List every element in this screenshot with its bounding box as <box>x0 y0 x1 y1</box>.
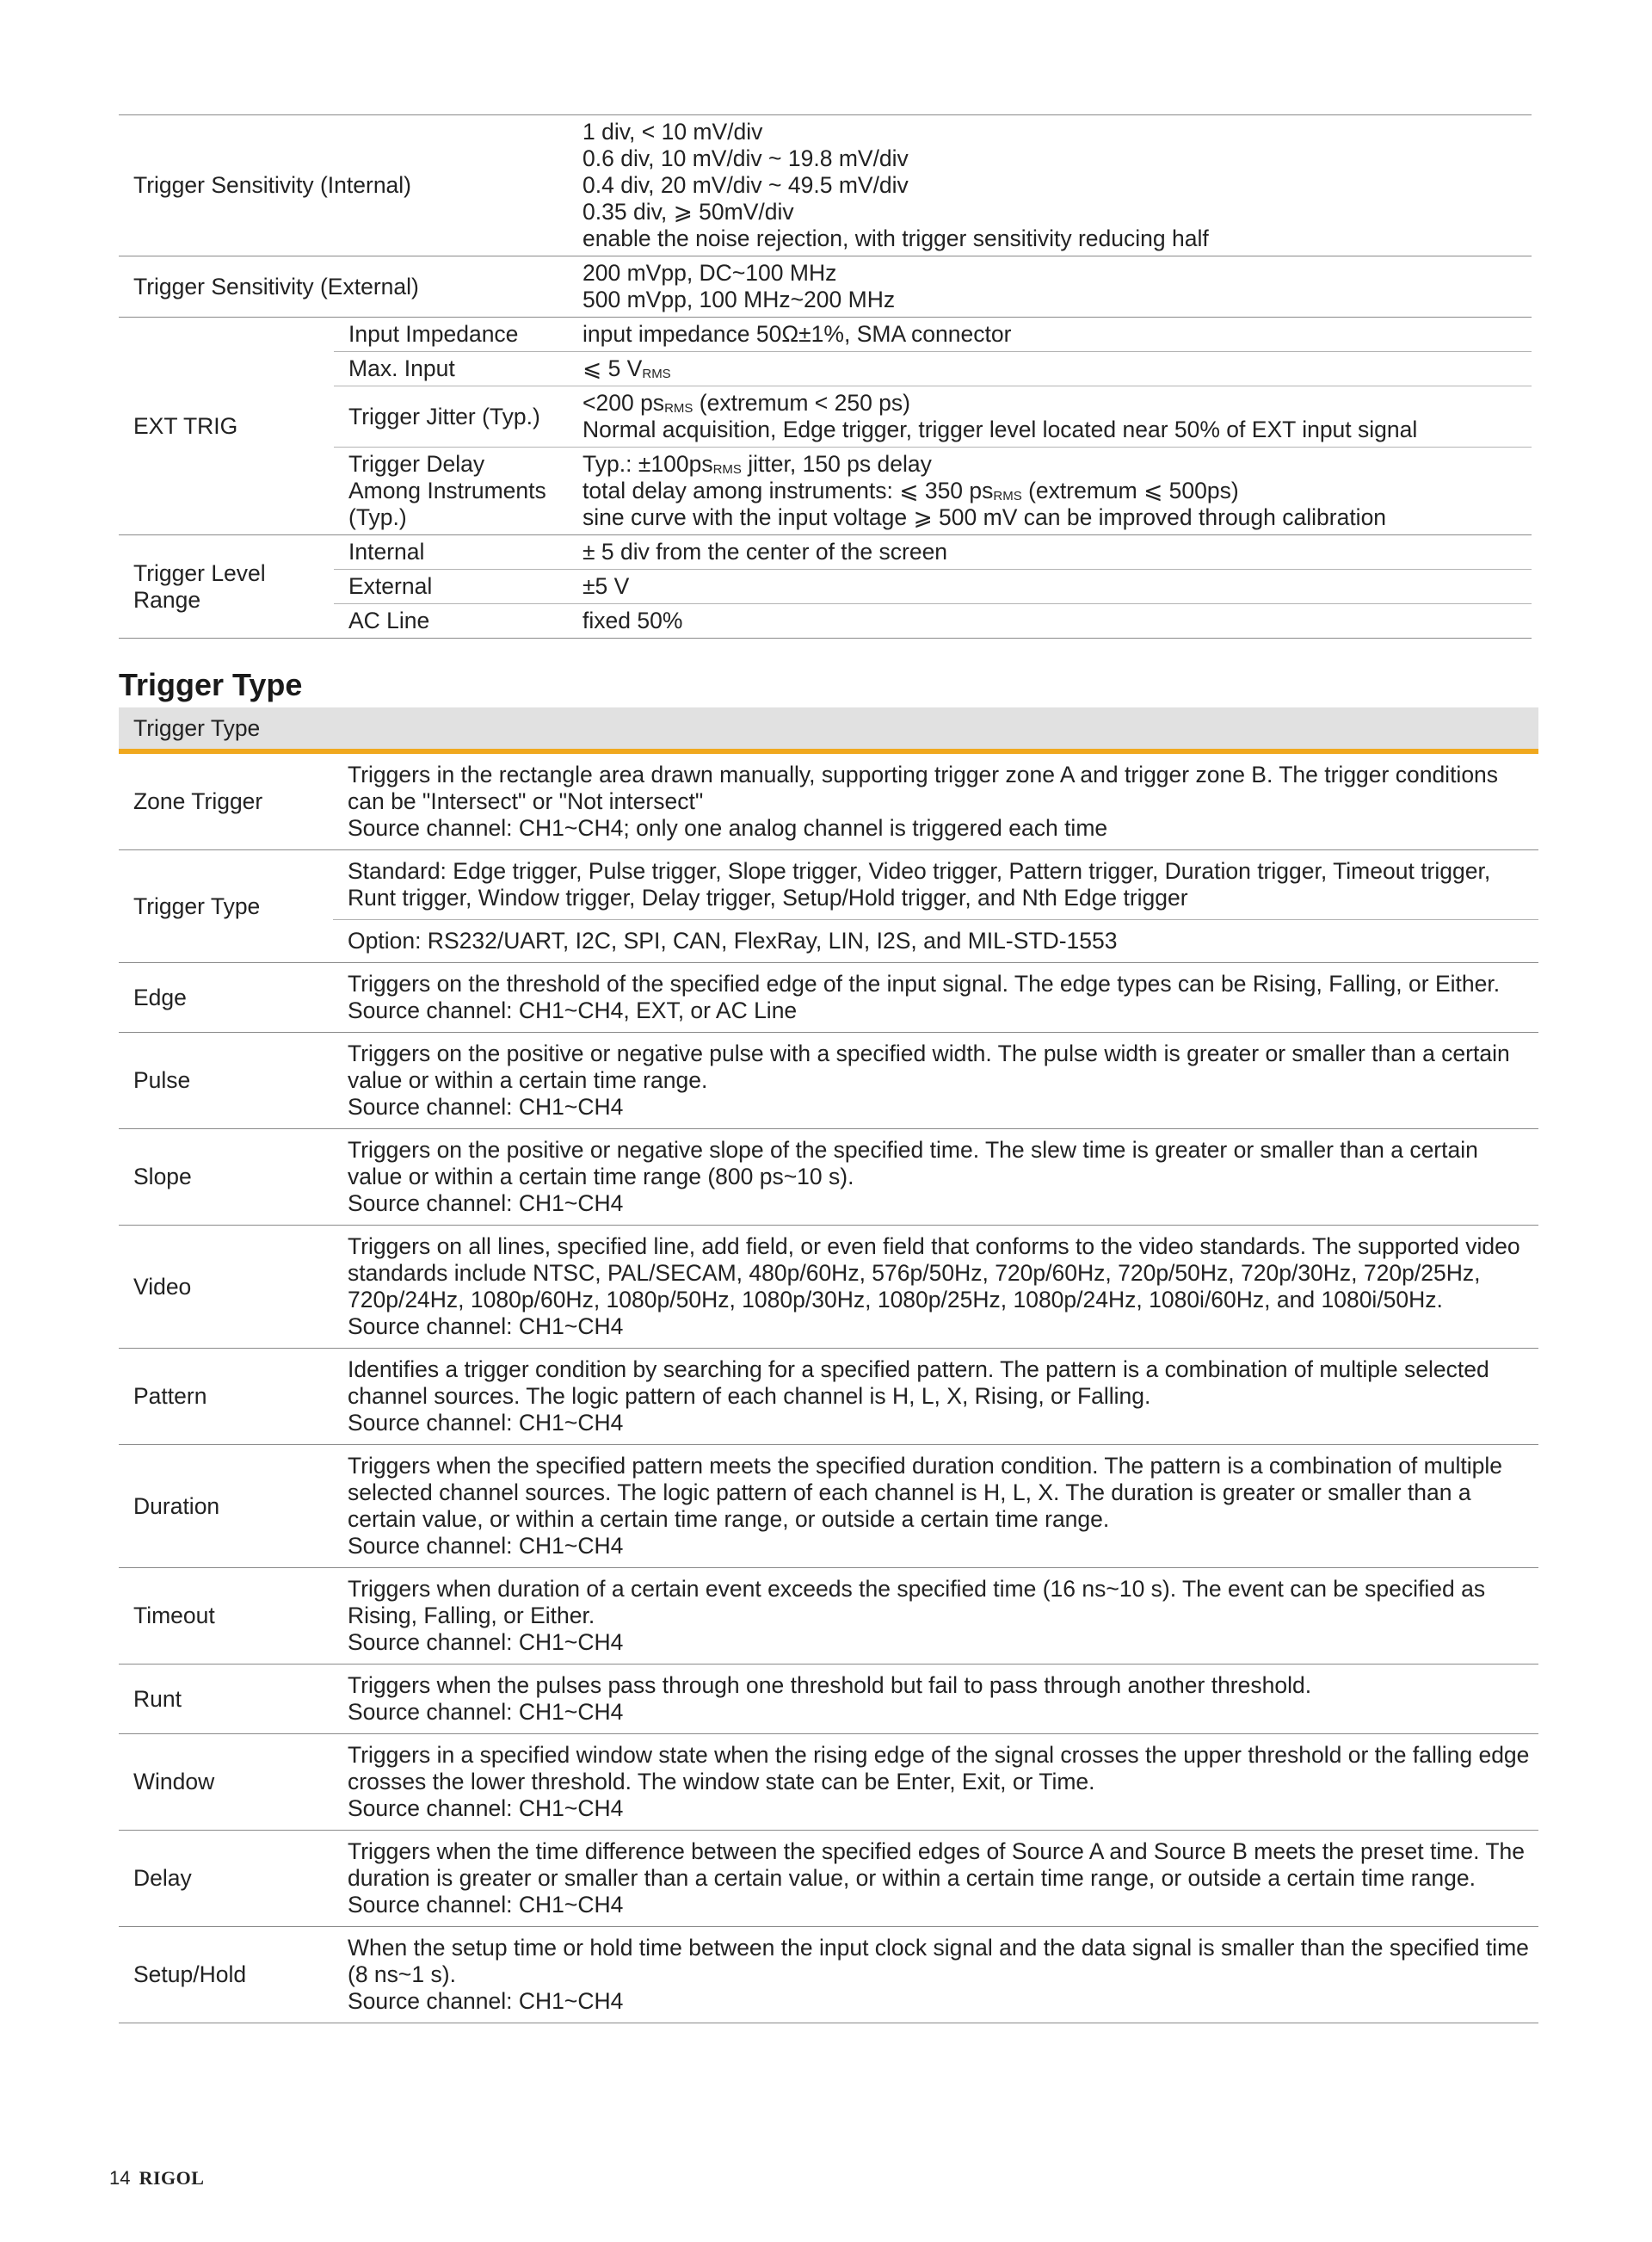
row-value: ±5 V <box>583 573 630 599</box>
row-value: Triggers when duration of a certain event exceeds the specified time (16 ns~10 s). The event can be specified as Rising, Falling, or Either. Source channel: CH1~CH4 <box>348 1576 1486 1655</box>
row-value: Triggers when the pulses pass through one threshold but fail to pass through another threshold. Source channel: CH1~CH4 <box>348 1672 1312 1725</box>
table-row <box>119 754 1538 850</box>
row-label: Slope <box>133 1164 192 1189</box>
row-value: Triggers on the positive or negative slope of the specified time. The slew time is greater or smaller than a certain value or within a certain time range (800 ps~10 s). Source channel: CH1~CH4 <box>348 1137 1478 1216</box>
row-label: Delay <box>133 1865 192 1891</box>
table-row <box>119 1568 1538 1665</box>
row-label: Runt <box>133 1685 182 1712</box>
row-value: When the setup time or hold time between the input clock signal and the data signal is smaller than the specified time (8 ns~1 s). Source channel: CH1~CH4 <box>348 1935 1529 2014</box>
row-value: Triggers in the rectangle area drawn manually, supporting trigger zone A and trigger zone B. The trigger conditions can be "Intersect" or "Not intersect" Source channel: CH1~CH4; only one analog channel is triggered each time <box>348 762 1499 841</box>
row-value: Option: RS232/UART, I2C, SPI, CAN, FlexRay, LIN, I2S, and MIL-STD-1553 <box>348 928 1118 954</box>
ext-trig-label: EXT TRIG <box>119 318 334 535</box>
page-content <box>119 114 1538 2023</box>
row-value: 1 div, < 10 mV/div 0.6 div, 10 mV/div ~ 19.8 mV/div 0.4 div, 20 mV/div ~ 49.5 mV/div 0.35 div, ⩾ 50mV/div enable the noise rejection, with trigger sensitivity reducing half <box>583 119 1209 251</box>
row-value: ⩽ 5 $V_{RMS}$ <box>583 355 671 381</box>
brand-logo: RIGOL <box>139 2167 205 2189</box>
row-label: Video <box>133 1273 192 1300</box>
row-label: Trigger Jitter (Typ.) <box>348 403 540 429</box>
row-label: Input Impedance <box>348 321 519 347</box>
table-row <box>119 1734 1538 1831</box>
row-label: Pulse <box>133 1067 191 1093</box>
table-row <box>119 963 1538 1033</box>
row-value: ± 5 div from the center of the screen <box>583 539 948 565</box>
table-row <box>119 850 1538 920</box>
row-label: Pattern <box>133 1383 207 1409</box>
row-value: Standard: Edge trigger, Pulse trigger, Slope trigger, Video trigger, Pattern trigger, Duration trigger, Timeout trigger, Runt trigger, Window trigger, Delay trigger, Setup/Hold trigger, and Nth Edge trigger <box>348 858 1491 911</box>
row-value: Triggers when the time difference between the specified edges of Source A and Source B meets the preset time. The duration is greater or smaller than a certain value, or within a certain time range, or outside a certain time range. Source channel: CH1~CH4 <box>348 1838 1525 1918</box>
row-value: Typ.: $\pm 100ps_{RMS}$ jitter, 150 ps delay total delay among instruments: ⩽ 350 $ps_{RMS}$ (extremum ⩽ 500ps) sine curve with the input voltage ⩾ 500 mV can be improved through calibration <box>583 451 1387 530</box>
row-label: Max. Input <box>348 355 455 381</box>
table-row <box>119 115 1532 256</box>
trigger-spec-table <box>119 114 1532 639</box>
row-label: Trigger Type <box>119 850 333 963</box>
row-label: Window <box>133 1769 215 1794</box>
row-label: Duration <box>133 1492 220 1519</box>
level-range-label: Trigger Level Range <box>119 535 334 639</box>
row-label: Trigger Delay Among Instruments (Typ.) <box>348 451 546 530</box>
table-row <box>119 1927 1538 2023</box>
table-row <box>119 256 1532 318</box>
table-row <box>119 318 1532 352</box>
row-value: input impedance 50Ω±1%, SMA connector <box>583 321 1012 347</box>
table-row <box>119 535 1532 570</box>
row-value: Triggers when the specified pattern meets the specified duration condition. The pattern is a combination of multiple selected channel sources. The logic pattern of each channel is H, L, X. The duration is greater or smaller than a certain value, or within a certain time range, or outside a certain time range. Source channel: CH1~CH4 <box>348 1453 1502 1559</box>
row-label: Trigger Sensitivity (Internal) <box>133 172 412 198</box>
row-label: Edge <box>133 984 187 1010</box>
row-label: External <box>348 573 433 599</box>
section-title: Trigger Type <box>119 667 303 702</box>
row-value: Triggers on the positive or negative pulse with a specified width. The pulse width is greater or smaller than a certain value or within a certain time range. Source channel: CH1~CH4 <box>348 1041 1510 1120</box>
row-label: Timeout <box>133 1603 215 1628</box>
row-label: Zone Trigger <box>133 788 263 814</box>
row-label: Setup/Hold <box>133 1961 247 1987</box>
row-value: <200 $ps_{RMS}$ (extremum < 250 ps) Normal acquisition, Edge trigger, trigger level located near 50% of EXT input signal <box>583 390 1418 442</box>
row-label: AC Line <box>348 608 430 633</box>
row-value: Identifies a trigger condition by searching for a specified pattern. The pattern is a combination of multiple selected channel sources. The logic pattern of each channel is H, L, X, Rising, or Falling. Source channel: CH1~CH4 <box>348 1356 1489 1436</box>
page-footer <box>109 2167 204 2190</box>
row-label: Trigger Sensitivity (External) <box>133 273 419 300</box>
row-label: Internal <box>348 539 425 565</box>
table-row <box>119 1129 1538 1226</box>
trigger-type-table <box>119 754 1538 2023</box>
table-row <box>119 1831 1538 1927</box>
row-value: Triggers in a specified window state when the rising edge of the signal crosses the upper threshold or the falling edge crosses the lower threshold. The window state can be Enter, Exit, or Time. Source channel: CH1~CH4 <box>348 1742 1530 1821</box>
table-header-bar: Trigger Type <box>119 707 1538 754</box>
table-row <box>119 1033 1538 1129</box>
table-row <box>119 1349 1538 1445</box>
table-row <box>119 1665 1538 1734</box>
table-row <box>119 1445 1538 1568</box>
row-value: Triggers on the threshold of the specified edge of the input signal. The edge types can be Rising, Falling, or Either. Source channel: CH1~CH4, EXT, or AC Line <box>348 971 1501 1023</box>
table-row <box>119 1226 1538 1349</box>
trigger-type-rows <box>119 963 1538 2023</box>
row-value: 200 mVpp, DC~100 MHz 500 mVpp, 100 MHz~200 MHz <box>583 260 896 312</box>
row-value: Triggers on all lines, specified line, add field, or even field that conforms to the video standards. The supported video standards include NTSC, PAL/SECAM, 480p/60Hz, 576p/50Hz, 720p/60Hz, 720p/50Hz, 720p/30Hz, 720p/25Hz, 720p/24Hz, 1080p/60Hz, 1080p/50Hz, 1080p/30Hz, 1080p/25Hz, 1080p/24Hz, 1080i/60Hz, and 1080i/50Hz. Source channel: CH1~CH4 <box>348 1233 1520 1339</box>
page-number: 14 <box>109 2167 131 2189</box>
row-value: fixed 50% <box>583 608 683 633</box>
